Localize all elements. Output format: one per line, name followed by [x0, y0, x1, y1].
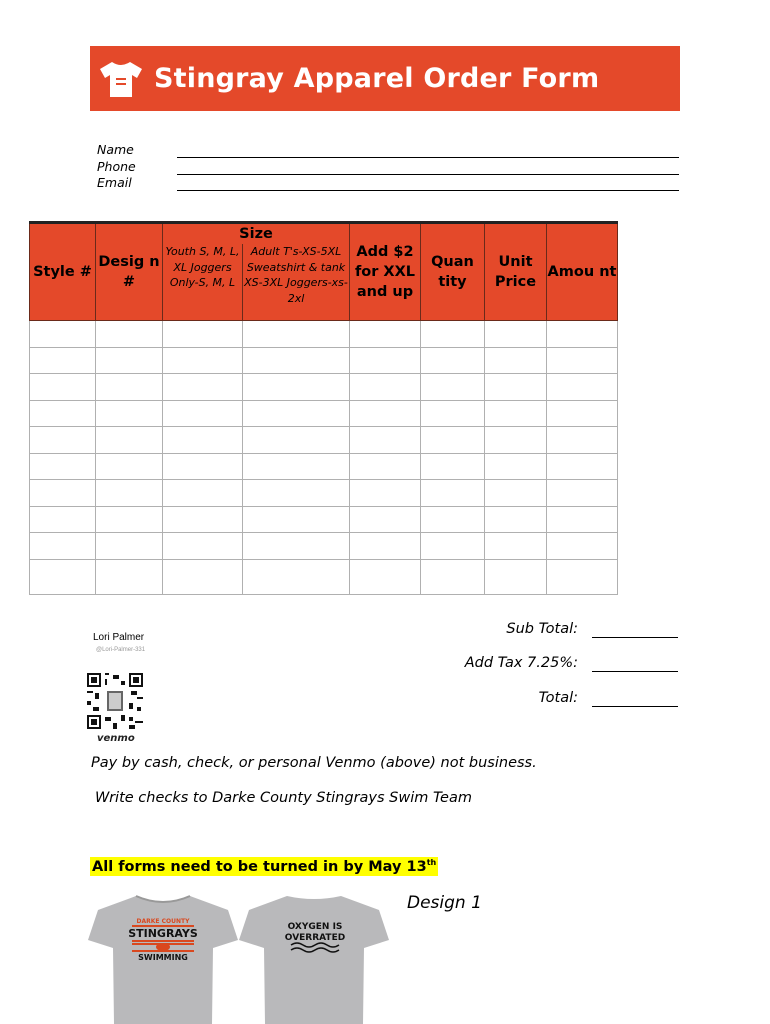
table-row: [30, 374, 618, 401]
table-cell[interactable]: [547, 321, 618, 348]
col-size: Size: [163, 223, 350, 245]
table-cell[interactable]: [421, 374, 485, 401]
table-cell[interactable]: [30, 506, 96, 533]
table-cell[interactable]: [30, 533, 96, 560]
table-cell[interactable]: [30, 347, 96, 374]
front-text-bottom: SWIMMING: [138, 953, 188, 962]
email-field[interactable]: [177, 190, 679, 191]
tax-field[interactable]: [592, 671, 678, 672]
table-cell[interactable]: [421, 506, 485, 533]
deadline-text: All forms need to be turned in by May 13: [92, 858, 427, 875]
front-text-top: DARKE COUNTY: [136, 918, 190, 925]
phone-label: Phone: [97, 159, 136, 174]
table-cell[interactable]: [96, 559, 163, 594]
table-cell[interactable]: [163, 480, 243, 507]
table-cell[interactable]: [485, 559, 547, 594]
table-cell[interactable]: [30, 374, 96, 401]
table-cell[interactable]: [350, 559, 421, 594]
table-cell[interactable]: [163, 321, 243, 348]
table-cell[interactable]: [30, 480, 96, 507]
table-cell[interactable]: [96, 453, 163, 480]
table-cell[interactable]: [30, 453, 96, 480]
back-text-1: OXYGEN IS: [287, 922, 343, 932]
table-cell[interactable]: [350, 347, 421, 374]
table-cell[interactable]: [485, 453, 547, 480]
order-rows: [30, 321, 618, 595]
table-row: [30, 506, 618, 533]
table-cell[interactable]: [547, 427, 618, 454]
table-cell[interactable]: [243, 533, 350, 560]
table-cell[interactable]: [163, 453, 243, 480]
email-label: Email: [97, 175, 132, 190]
table-cell[interactable]: [485, 400, 547, 427]
table-cell[interactable]: [547, 559, 618, 594]
table-cell[interactable]: [96, 533, 163, 560]
table-cell[interactable]: [243, 427, 350, 454]
table-cell[interactable]: [421, 427, 485, 454]
venmo-name: Lori Palmer: [93, 632, 145, 643]
table-cell[interactable]: [485, 506, 547, 533]
table-cell[interactable]: [96, 480, 163, 507]
page-title: Stingray Apparel Order Form: [154, 63, 600, 94]
table-cell[interactable]: [243, 506, 350, 533]
table-cell[interactable]: [485, 533, 547, 560]
table-cell[interactable]: [421, 321, 485, 348]
table-row: [30, 427, 618, 454]
table-cell[interactable]: [350, 321, 421, 348]
title-banner: [90, 46, 680, 111]
table-row: [30, 347, 618, 374]
table-cell[interactable]: [421, 559, 485, 594]
table-cell[interactable]: [96, 347, 163, 374]
design-front-shirt-image: [88, 892, 238, 1024]
t-shirt-icon: [98, 59, 144, 99]
table-cell[interactable]: [96, 400, 163, 427]
phone-field[interactable]: [177, 174, 679, 175]
front-text-main: STINGRAYS: [128, 927, 198, 940]
table-cell[interactable]: [163, 427, 243, 454]
total-field[interactable]: [592, 706, 678, 707]
table-cell[interactable]: [350, 480, 421, 507]
venmo-qr-code-icon[interactable]: [87, 673, 143, 729]
table-row: [30, 453, 618, 480]
payment-note: Pay by cash, check, or personal Venmo (above) not business.: [91, 755, 537, 771]
table-cell[interactable]: [421, 347, 485, 374]
table-cell[interactable]: [350, 427, 421, 454]
table-cell[interactable]: [243, 374, 350, 401]
table-cell[interactable]: [96, 506, 163, 533]
table-cell[interactable]: [350, 400, 421, 427]
table-cell[interactable]: [485, 321, 547, 348]
table-cell[interactable]: [547, 506, 618, 533]
checks-note: Write checks to Darke County Stingrays Swim Team: [95, 790, 472, 806]
table-cell[interactable]: [547, 480, 618, 507]
col-unit-price: Unit Price: [485, 223, 547, 321]
subtotal-field[interactable]: [592, 637, 678, 638]
table-cell[interactable]: [350, 506, 421, 533]
deadline-note: [90, 857, 438, 876]
col-design: Desig n #: [96, 223, 163, 321]
subtotal-label: Sub Total:: [506, 621, 578, 637]
table-cell[interactable]: [30, 321, 96, 348]
table-cell[interactable]: [485, 427, 547, 454]
tax-label: Add Tax 7.25%:: [464, 655, 578, 671]
col-style: Style #: [30, 223, 96, 321]
table-cell[interactable]: [243, 400, 350, 427]
table-cell[interactable]: [96, 321, 163, 348]
table-row: [30, 533, 618, 560]
table-cell[interactable]: [243, 453, 350, 480]
table-cell[interactable]: [485, 347, 547, 374]
table-cell[interactable]: [163, 506, 243, 533]
table-cell[interactable]: [163, 374, 243, 401]
table-row: [30, 321, 618, 348]
table-cell[interactable]: [243, 559, 350, 594]
table-cell[interactable]: [547, 533, 618, 560]
table-cell[interactable]: [243, 480, 350, 507]
table-cell[interactable]: [421, 533, 485, 560]
table-cell[interactable]: [547, 400, 618, 427]
table-cell[interactable]: [30, 559, 96, 594]
col-size-adult: Adult T's-XS-5XL Sweatshirt & tank XS-3XL Joggers-xs-2xl: [243, 244, 350, 321]
table-cell[interactable]: [421, 480, 485, 507]
name-field[interactable]: [177, 157, 679, 158]
table-cell[interactable]: [547, 453, 618, 480]
col-amount: Amou nt: [547, 223, 618, 321]
table-row: [30, 480, 618, 507]
order-table: [29, 221, 618, 595]
design-label: Design 1: [407, 893, 482, 913]
venmo-logo: venmo: [97, 733, 135, 744]
table-cell[interactable]: [243, 321, 350, 348]
table-cell[interactable]: [350, 533, 421, 560]
table-cell[interactable]: [485, 480, 547, 507]
table-cell[interactable]: [163, 533, 243, 560]
table-cell[interactable]: [243, 347, 350, 374]
table-cell[interactable]: [421, 453, 485, 480]
table-cell[interactable]: [421, 400, 485, 427]
table-cell[interactable]: [350, 453, 421, 480]
table-row: [30, 559, 618, 594]
total-label: Total:: [538, 690, 578, 706]
table-cell[interactable]: [30, 400, 96, 427]
table-cell[interactable]: [96, 374, 163, 401]
table-cell[interactable]: [96, 427, 163, 454]
deadline-suffix: th: [426, 858, 437, 867]
col-size-youth: Youth S, M, L, XL Joggers Only-S, M, L: [163, 244, 243, 321]
table-cell[interactable]: [350, 374, 421, 401]
venmo-handle: @Lori-Palmer-331: [96, 647, 146, 653]
table-cell[interactable]: [163, 400, 243, 427]
name-label: Name: [97, 142, 134, 157]
table-cell[interactable]: [547, 347, 618, 374]
col-add-fee: Add $2 for XXL and up: [350, 223, 421, 321]
table-cell[interactable]: [30, 427, 96, 454]
table-cell[interactable]: [547, 374, 618, 401]
back-text-2: OVERRATED: [284, 933, 346, 943]
table-row: [30, 400, 618, 427]
table-cell[interactable]: [163, 347, 243, 374]
col-quantity: Quan tity: [421, 223, 485, 321]
table-cell[interactable]: [485, 374, 547, 401]
design-back-shirt-image: [239, 892, 389, 1024]
table-cell[interactable]: [163, 559, 243, 594]
